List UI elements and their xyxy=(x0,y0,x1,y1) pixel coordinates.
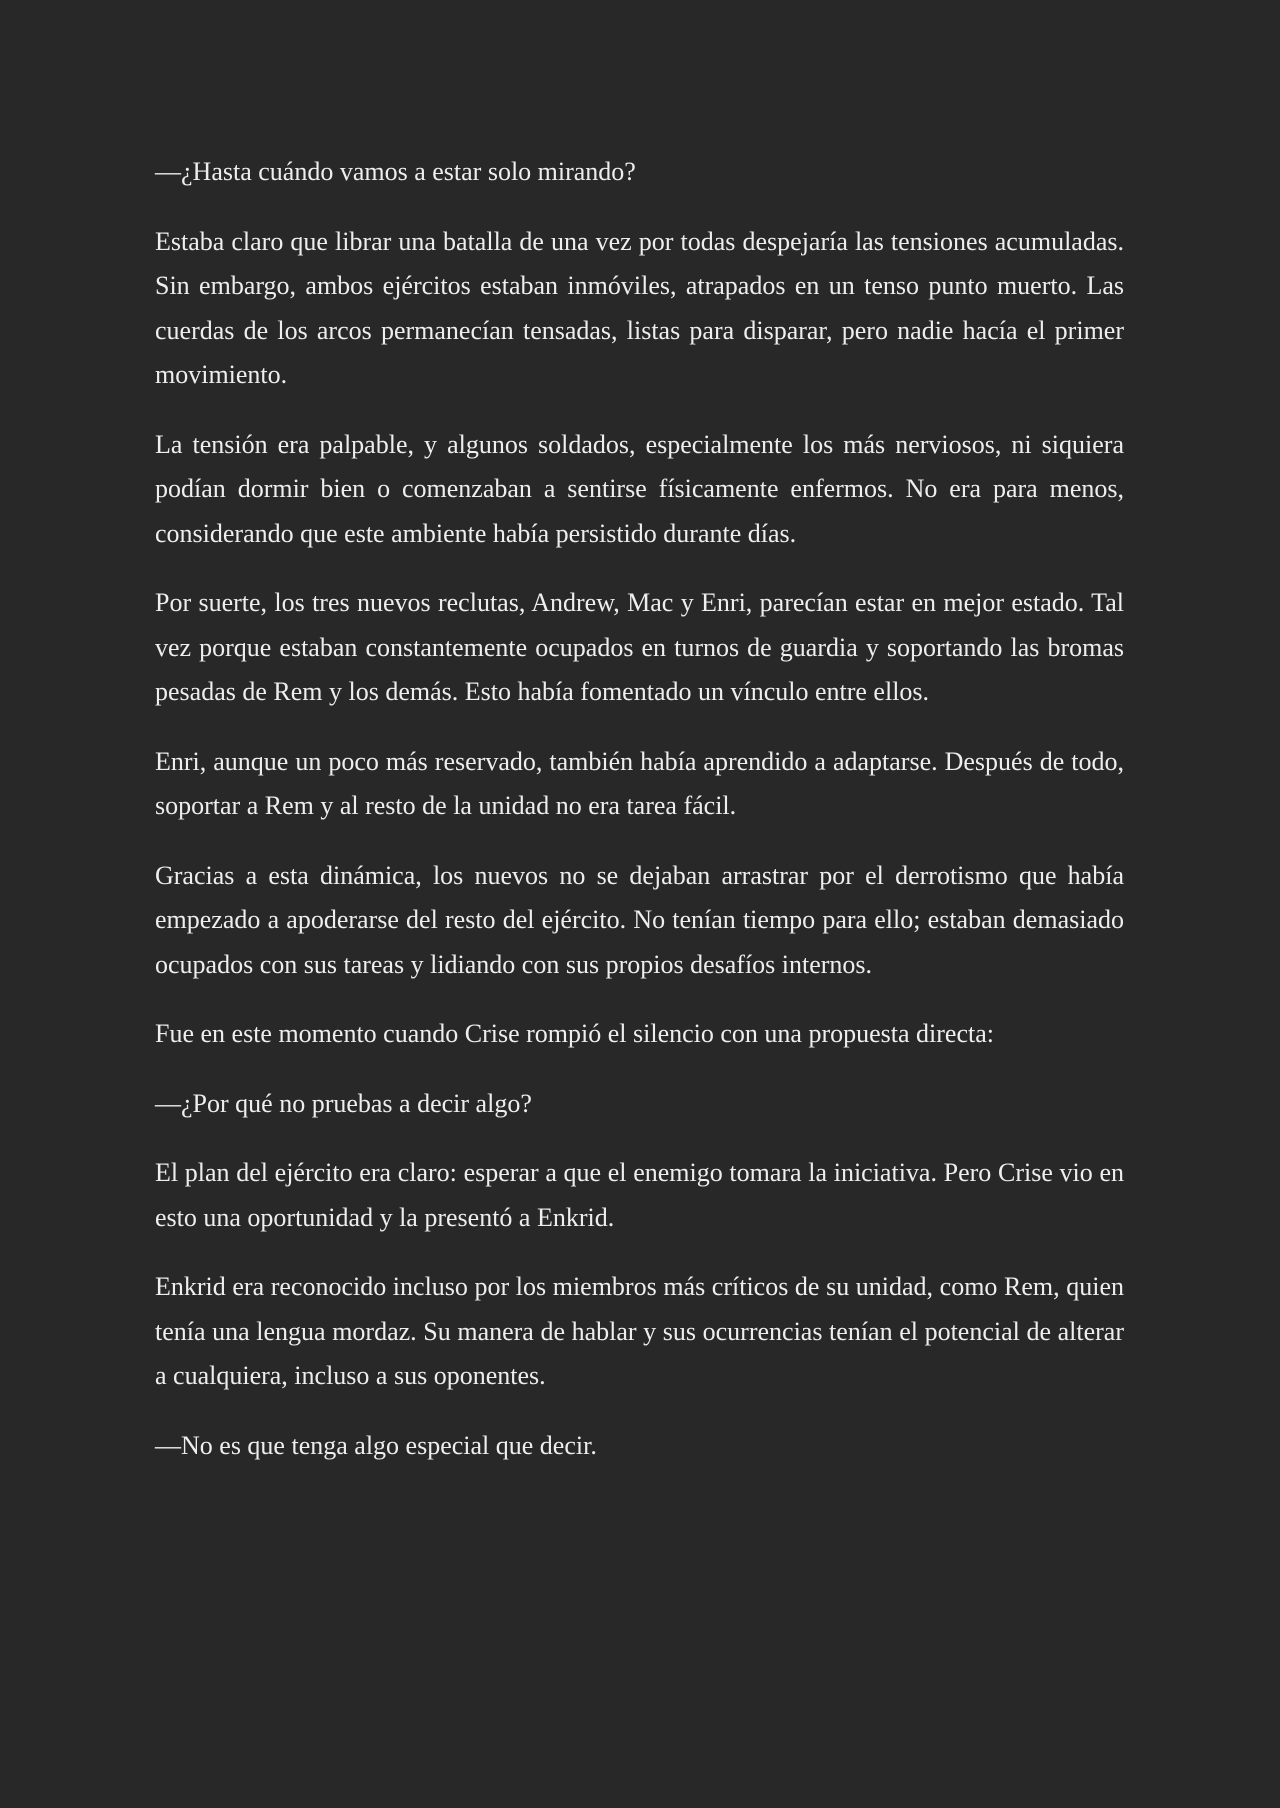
paragraph: Fue en este momento cuando Crise rompió el silencio con una propuesta directa: xyxy=(155,1019,994,1048)
paragraph: Enri, aunque un poco más reservado, también había aprendido a adaptarse. Después de todo, soportar a Rem y al resto de la unidad no era tarea fácil. xyxy=(155,746,1124,820)
reader-content xyxy=(155,150,1124,1493)
paragraph: El plan del ejército era claro: esperar a que el enemigo tomara la iniciativa. Pero Crise vio en esto una oportunidad y la presentó a Enkrid. xyxy=(155,1158,1124,1232)
paragraph: Enkrid era reconocido incluso por los miembros más críticos de su unidad, como Rem, quien tenía una lengua mordaz. Su manera de hablar y sus ocurrencias tenían el potencial de alterar a cualquiera, incluso a sus oponentes. xyxy=(155,1272,1124,1390)
paragraph-dialogue: —No es que tenga algo especial que decir. xyxy=(155,1430,597,1460)
paragraph: La tensión era palpable, y algunos soldados, especialmente los más nerviosos, ni siquiera podían dormir bien o comenzaban a sentirse físicamente enfermos. No era para menos, considerando que este ambiente había persistido durante días. xyxy=(155,429,1124,548)
paragraph: Por suerte, los tres nuevos reclutas, Andrew, Mac y Enri, parecían estar en mejor estado. Tal vez porque estaban constantemente ocupados en turnos de guardia y soportando las bromas pesadas de Rem y los demás. Esto había fomentado un vínculo entre ellos. xyxy=(155,588,1124,706)
paragraph: Gracias a esta dinámica, los nuevos no se dejaban arrastrar por el derrotismo que había empezado a apoderarse del resto del ejército. No tenían tiempo para ello; estaban demasiado ocupados con sus tareas y lidiando con sus propios desafíos internos. xyxy=(155,860,1124,979)
paragraph-dialogue: —¿Hasta cuándo vamos a estar solo mirando? xyxy=(155,157,636,186)
paragraph: Estaba claro que librar una batalla de una vez por todas despejaría las tensiones acumuladas. Sin embargo, ambos ejércitos estaban inmóviles, atrapados en un tenso punto muerto. Las cuerdas de los arcos permanecían tensadas, listas para disparar, pero nadie hacía el primer movimiento. xyxy=(155,226,1124,389)
paragraph-dialogue: —¿Por qué no pruebas a decir algo? xyxy=(155,1088,532,1118)
